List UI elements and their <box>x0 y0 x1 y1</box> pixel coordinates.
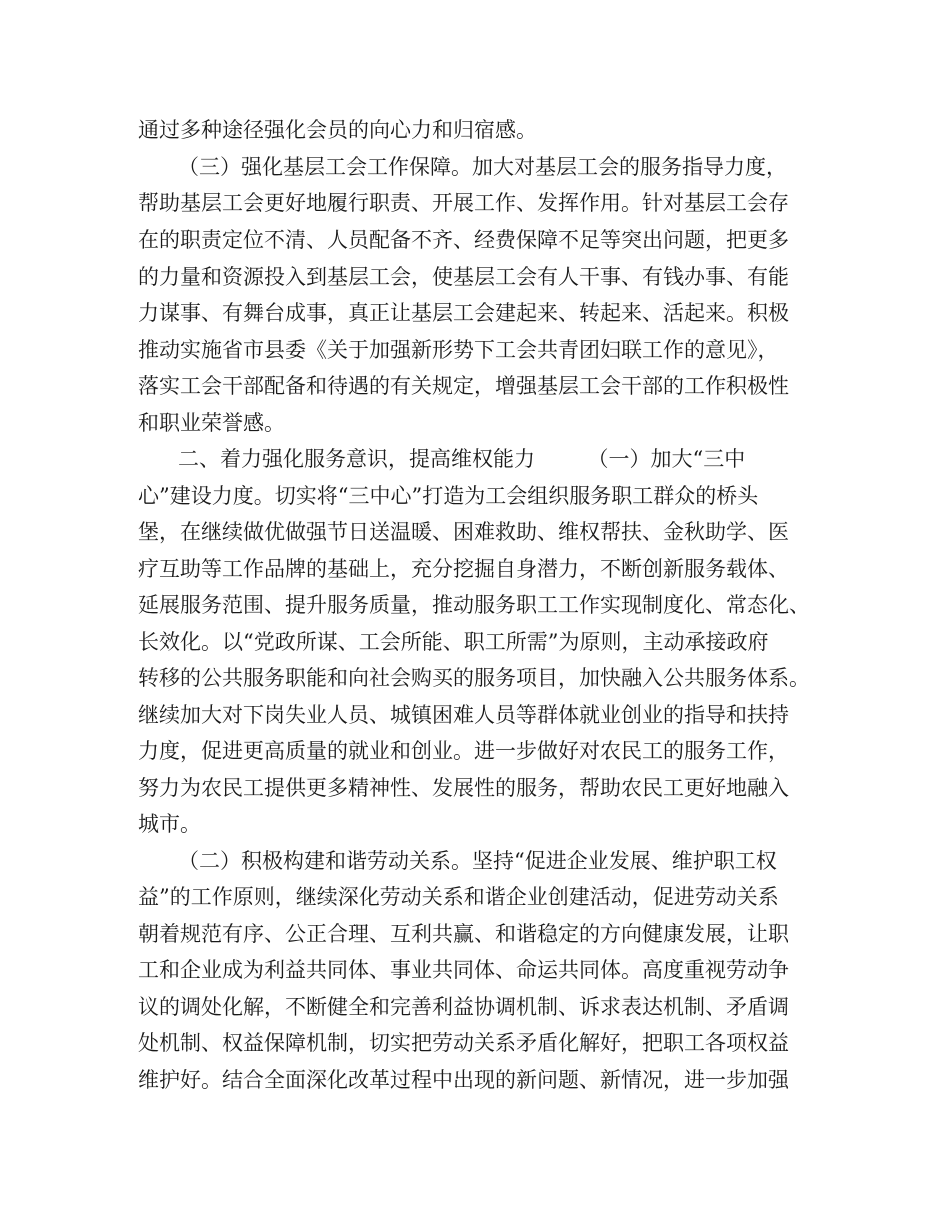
text-line: 的力量和资源投入到基层工会，使基层工会有人干事、有钱办事、有能 <box>138 265 789 289</box>
text-line: 通过多种途径强化会员的向心力和归宿感。 <box>138 118 537 142</box>
text-line: 转移的公共服务职能和向社会购买的服务项目，加快融入公共服务体系。 <box>138 666 810 690</box>
text-line: 疗互助等工作品牌的基础上，充分挖掘自身潜力，不断创新服务载体、 <box>138 557 789 581</box>
text-line: 延展服务范围、提升服务质量，推动服务职工工作实现制度化、常态化、 <box>138 593 810 617</box>
text-line: 工和企业成为利益共同体、事业共同体、命运共同体。高度重视劳动争 <box>138 958 789 982</box>
text-line: 力度，促进更高质量的就业和创业。进一步做好对农民工的服务工作， <box>138 739 789 763</box>
text-line: 长效化。以“党政所谋、工会所能、职工所需”为原则，主动承接政府 <box>138 630 769 654</box>
text-line: 帮助基层工会更好地履行职责、开展工作、发挥作用。针对基层工会存 <box>138 191 789 215</box>
text-line: 处机制、权益保障机制，切实把劳动关系矛盾化解好，把职工各项权益 <box>138 1031 789 1055</box>
text-line: 心”建设力度。切实将“三中心”打造为工会组织服务职工群众的桥头 <box>138 484 759 508</box>
text-line: 议的调处化解，不断健全和完善利益协调机制、诉求表达机制、矛盾调 <box>138 995 789 1019</box>
text-line: 力谋事、有舞台成事，真正让基层工会建起来、转起来、活起来。积极 <box>138 301 789 325</box>
text-line: 城市。 <box>138 812 201 836</box>
text-line: 和职业荣誉感。 <box>138 411 285 435</box>
text-line: 继续加大对下岗失业人员、城镇困难人员等群体就业创业的指导和扶持 <box>138 703 789 727</box>
text-line: 朝着规范有序、公正合理、互利共赢、和谐稳定的方向健康发展，让职 <box>138 922 789 946</box>
text-line: 推动实施省市县委《关于加强新形势下工会共青团妇联工作的意见》， <box>138 338 779 362</box>
text-line: 维护好。结合全面深化改革过程中出现的新问题、新情况，进一步加强 <box>138 1068 789 1092</box>
text-line: 在的职责定位不清、人员配备不齐、经费保障不足等突出问题，把更多 <box>138 228 789 252</box>
text-line: 落实工会干部配备和待遇的有关规定，增强基层工会干部的工作积极性 <box>138 374 789 398</box>
section-heading: 二、着力强化服务意识，提高维权能力 （一）加大“三中 <box>178 447 746 471</box>
text-line: 努力为农民工提供更多精神性、发展性的服务，帮助农民工更好地融入 <box>138 776 789 800</box>
text-line: 堡，在继续做优做强节日送温暖、困难救助、维权帮扶、金秋助学、医 <box>138 520 789 544</box>
text-line: （二）积极构建和谐劳动关系。坚持“促进企业发展、维护职工权 <box>178 849 777 873</box>
text-line: （三）强化基层工会工作保障。加大对基层工会的服务指导力度， <box>178 155 787 179</box>
text-line: 益”的工作原则，继续深化劳动关系和谐企业创建活动，促进劳动关系 <box>138 885 779 909</box>
